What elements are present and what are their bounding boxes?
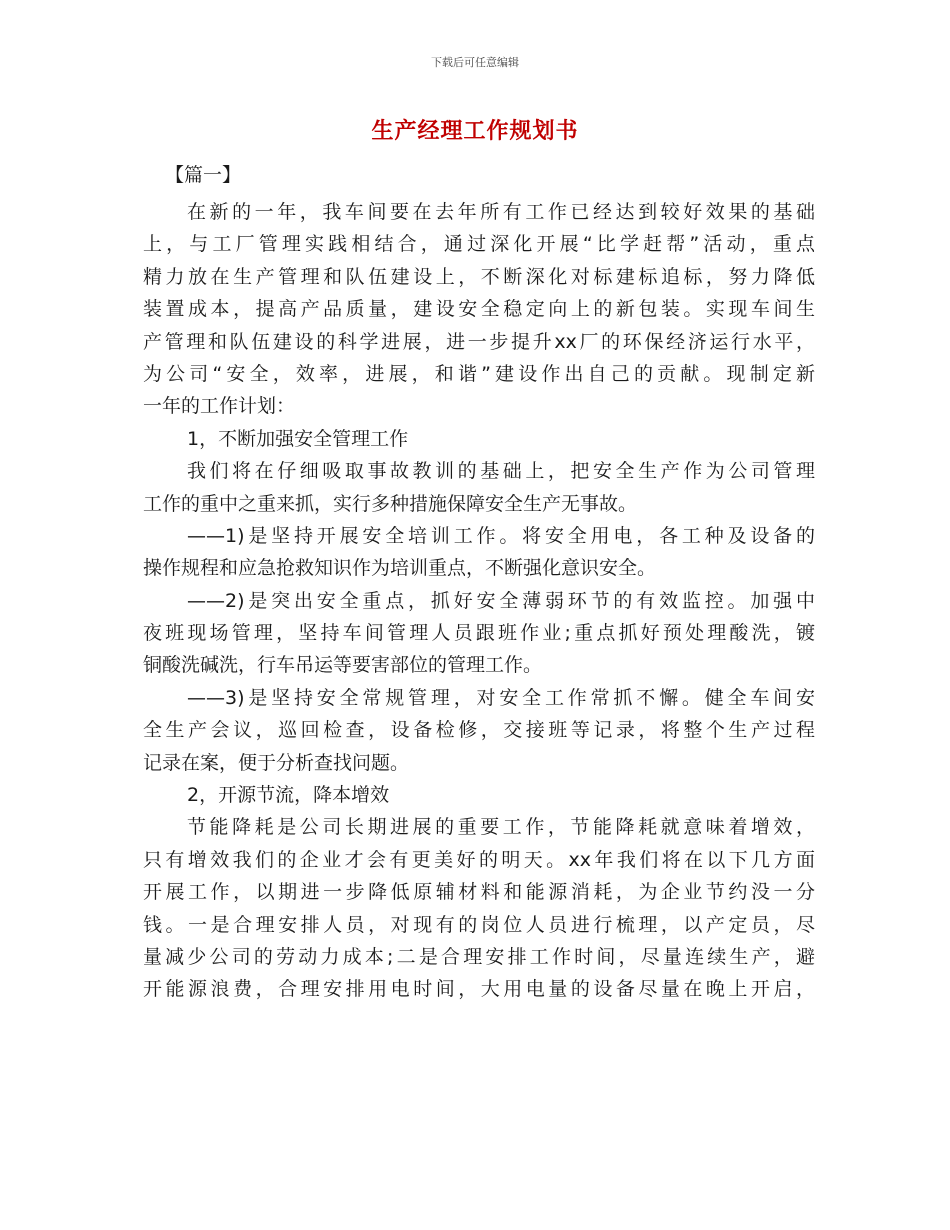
body-text-line: 量减少公司的劳动力成本;二是合理安排工作时间，尽量连续生产，避 (143, 945, 815, 968)
body-text-line: 开能源浪费，合理安排用电时间，大用电量的设备尽量在晚上开启， (143, 978, 815, 1001)
document-title: 生产经理工作规划书 (371, 119, 579, 144)
body-text-line: 2，开源节流，降本增效 (187, 784, 390, 807)
body-text-line: ——2)是突出安全重点，抓好安全薄弱环节的有效监控。加强中 (187, 589, 815, 612)
body-text-line: 操作规程和应急抢救知识作为培训重点，不断强化意识安全。 (143, 557, 657, 580)
body-text-line: 记录在案，便于分析查找问题。 (143, 751, 410, 774)
body-text-line: 工作的重中之重来抓，实行多种措施保障安全生产无事故。 (143, 492, 638, 515)
body-text-line: 1，不断加强安全管理工作 (187, 427, 409, 450)
body-text-line: 我们将在仔细吸取事故教训的基础上，把安全生产作为公司管理 (187, 460, 815, 483)
body-text-line: 夜班现场管理，坚持车间管理人员跟班作业;重点抓好预处理酸洗，镀 (143, 622, 815, 645)
body-text-line: 为公司“安全，效率，进展，和谐”建设作出自己的贡献。现制定新 (143, 362, 815, 385)
section-label: 【篇一】 (165, 164, 242, 186)
body-text-line: 全生产会议，巡回检查，设备检修，交接班等记录，将整个生产过程 (143, 719, 815, 742)
body-text-line: 节能降耗是公司长期进展的重要工作，节能降耗就意味着增效， (187, 816, 815, 839)
body-text-line: 精力放在生产管理和队伍建设上，不断深化对标建标追标，努力降低 (143, 265, 815, 288)
body-text-line: 铜酸洗碱洗，行车吊运等要害部位的管理工作。 (143, 654, 543, 677)
body-text-line: 一年的工作计划： (143, 395, 296, 418)
body-text-line: 只有增效我们的企业才会有更美好的明天。xx年我们将在以下几方面 (143, 848, 815, 871)
body-text-line: ——1)是坚持开展安全培训工作。将安全用电，各工种及设备的 (187, 524, 815, 547)
document-body (143, 196, 815, 1006)
body-text-line: 装置成本，提高产品质量，建设安全稳定向上的新包装。实现车间生 (143, 298, 815, 321)
body-text-line: 产管理和队伍建设的科学进展，进一步提升xx厂的环保经济运行水平， (143, 330, 815, 353)
body-text-line: 钱。一是合理安排人员，对现有的岗位人员进行梳理，以产定员，尽 (143, 913, 815, 936)
body-text-line: 开展工作，以期进一步降低原辅材料和能源消耗，为企业节约没一分 (143, 881, 815, 904)
page-header-note: 下载后可任意编辑 (431, 56, 519, 69)
body-text-line: 在新的一年，我车间要在去年所有工作已经达到较好效果的基础 (187, 201, 815, 223)
body-text-line: ——3)是坚持安全常规管理，对安全工作常抓不懈。健全车间安 (187, 686, 815, 709)
body-text-line: 上，与工厂管理实践相结合，通过深化开展“比学赶帮”活动，重点 (143, 233, 815, 256)
